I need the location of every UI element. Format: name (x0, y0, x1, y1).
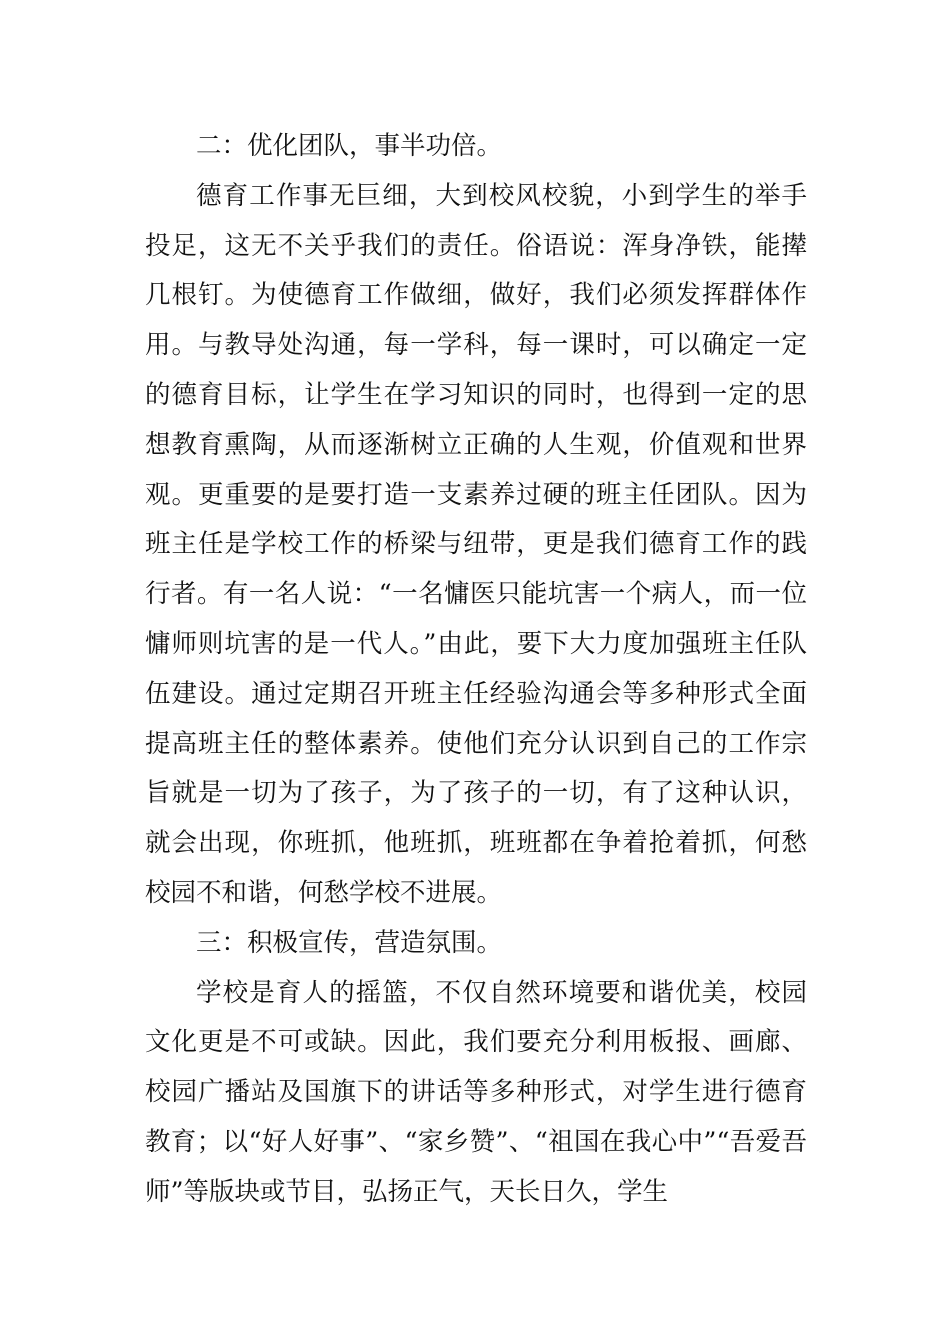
section-heading-2: 二：优化团队，事半功倍。 (196, 131, 503, 161)
body-paragraph-2: 学校是育人的摇篮，不仅自然环境要和谐优美，校园文化更是不可或缺。因此，我们要充分利用板报、画廊、校园广播站及国旗下的讲话等多种形式，对学生进行德育教育；以“好人好事”、“家乡赞”、“祖国在我心中”“吾爱吾师”等版块或节目，弘扬正气，天长日久，学生 (145, 977, 807, 1207)
body-paragraph-1: 德育工作事无巨细，大到校风校貌，小到学生的举手投足，这无不关乎我们的责任。俗语说：浑身净铁，能撵几根钉。为使德育工作做细，做好，我们必须发挥群体作用。与教导处沟通，每一学科，每一课时，可以确定一定的德育目标，让学生在学习知识的同时，也得到一定的思想教育熏陶，从而逐渐树立正确的人生观，价值观和世界观。更重要的是要打造一支素养过硬的班主任团队。因为班主任是学校工作的桥梁与纽带，更是我们德育工作的践行者。有一名人说：“一名慵医只能坑害一个病人，而一位慵师则坑害的是一代人。”由此，要下大力度加强班主任队伍建设。通过定期召开班主任经验沟通会等多种形式全面提高班主任的整体素养。使他们充分认识到自己的工作宗旨就是一切为了孩子，为了孩子的一切，有了这种认识，就会出现，你班抓，他班抓，班班都在争着抢着抓，何愁校园不和谐，何愁学校不进展。 (145, 180, 807, 908)
document-body (145, 122, 807, 1218)
section-heading-3: 三：积极宣传，营造氛围。 (196, 927, 503, 958)
